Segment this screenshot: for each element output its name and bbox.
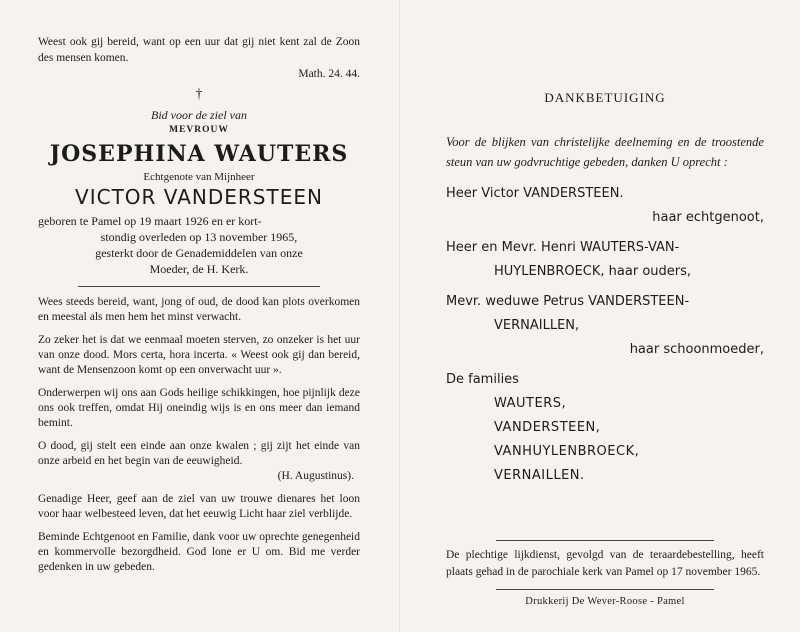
bio-line: gesterkt door de Genademiddelen van onze (95, 246, 303, 260)
family-name: VERNAILLEN. (494, 468, 585, 483)
paragraph (38, 439, 360, 484)
divider (496, 540, 714, 541)
family-line: Heer Victor VANDERSTEEN. (446, 186, 624, 201)
funeral-notice: De plechtige lijkdienst, gevolgd van de teraardebestelling, heeft plaats gehad in de parochiale kerk van Pamel op 17 november 1965. (446, 549, 764, 578)
family-line: haar schoonmoeder, (629, 342, 764, 357)
spouse-label: Echtgenote van Mijnheer (143, 171, 255, 183)
family-line: VERNAILLEN, (494, 318, 580, 333)
family-list (446, 182, 764, 488)
bio-line: stondig overleden op 13 november 1965, (100, 230, 298, 244)
printer-credit: Drukkerij De Wever-Roose - Pamel (525, 596, 685, 607)
right-panel (400, 0, 800, 632)
family-line: Mevr. weduwe Petrus VANDERSTEEN- (446, 294, 690, 309)
divider (78, 286, 320, 287)
paragraph (38, 530, 360, 575)
thanks-title: DANKBETUIGING (544, 90, 666, 105)
opening-quote-text: Weest ook gij bereid, want op een uur dat gij niet kent zal de Zoon des mensen komen. (38, 36, 360, 64)
paragraph (38, 295, 360, 325)
opening-quote (38, 34, 360, 82)
divider (496, 589, 714, 590)
family-name: VANDERSTEEN, (494, 420, 601, 435)
quote-author: (H. Augustinus). (277, 470, 354, 482)
family-line: Heer en Mevr. Henri WAUTERS-VAN- (446, 240, 680, 255)
pray-line: Bid voor de ziel van (151, 108, 247, 122)
paragraph (38, 333, 360, 378)
thanks-intro: Voor de blijken van christelijke deelneming en de troostende steun van uw godvruchtige gebeden, danken U oprecht : (446, 135, 764, 169)
paragraph-text: Beminde Echtgenoot en Familie, dank voor uw oprechte genegenheid en kommervolle bezorgdheid. God lone er U om. Bid me verder gedenken in uw gebeden. (38, 531, 360, 573)
honorific: MEVROUW (169, 125, 229, 135)
biography (38, 213, 360, 277)
paragraph-text: Onderwerpen wij ons aan Gods heilige schikkingen, hoe pijnlijk deze ons ook treffen, omdat Hij oneindig wijs is en ons meer dan iemand bemint. (38, 387, 360, 429)
family-line: haar echtgenoot, (652, 210, 764, 225)
paragraph-text: O dood, gij stelt een einde aan onze kwalen ; gij zijt het einde van onze arbeid en het begin van de eeuwigheid. (38, 440, 360, 467)
family-name: WAUTERS, (494, 396, 567, 411)
paragraph (38, 492, 360, 522)
family-line: HUYLENBROECK, haar ouders, (494, 264, 692, 279)
family-line: De families (446, 372, 519, 387)
family-name: VANHUYLENBROECK, (494, 444, 640, 459)
bio-line: Moeder, de H. Kerk. (149, 262, 249, 276)
paragraph-text: Genadige Heer, geef aan de ziel van uw trouwe dienares het loon voor haar welbesteed leven, dat het eeuwig Licht haar ziel verblijde. (38, 493, 360, 520)
paragraph (38, 386, 360, 431)
deceased-name: JOSEPHINA WAUTERS (49, 141, 349, 167)
quote-reference: Math. 24. 44. (298, 68, 360, 80)
bio-line: geboren te Pamel op 19 maart 1926 en er kort- (38, 214, 262, 228)
spouse-name: VICTOR VANDERSTEEN (75, 185, 323, 209)
paragraph-text: Wees steeds bereid, want, jong of oud, de dood kan plots overkomen en meestal als men hem het minst verwacht. (38, 296, 360, 323)
cross-icon: † (195, 87, 203, 102)
paragraph-text: Zo zeker het is dat we eenmaal moeten sterven, zo onzeker is het uur van onze dood. Mors certa, hora incerta. « Weest ook gij dan bereid, want de Mensenzoon komt op een onverwacht uur ». (38, 334, 360, 376)
